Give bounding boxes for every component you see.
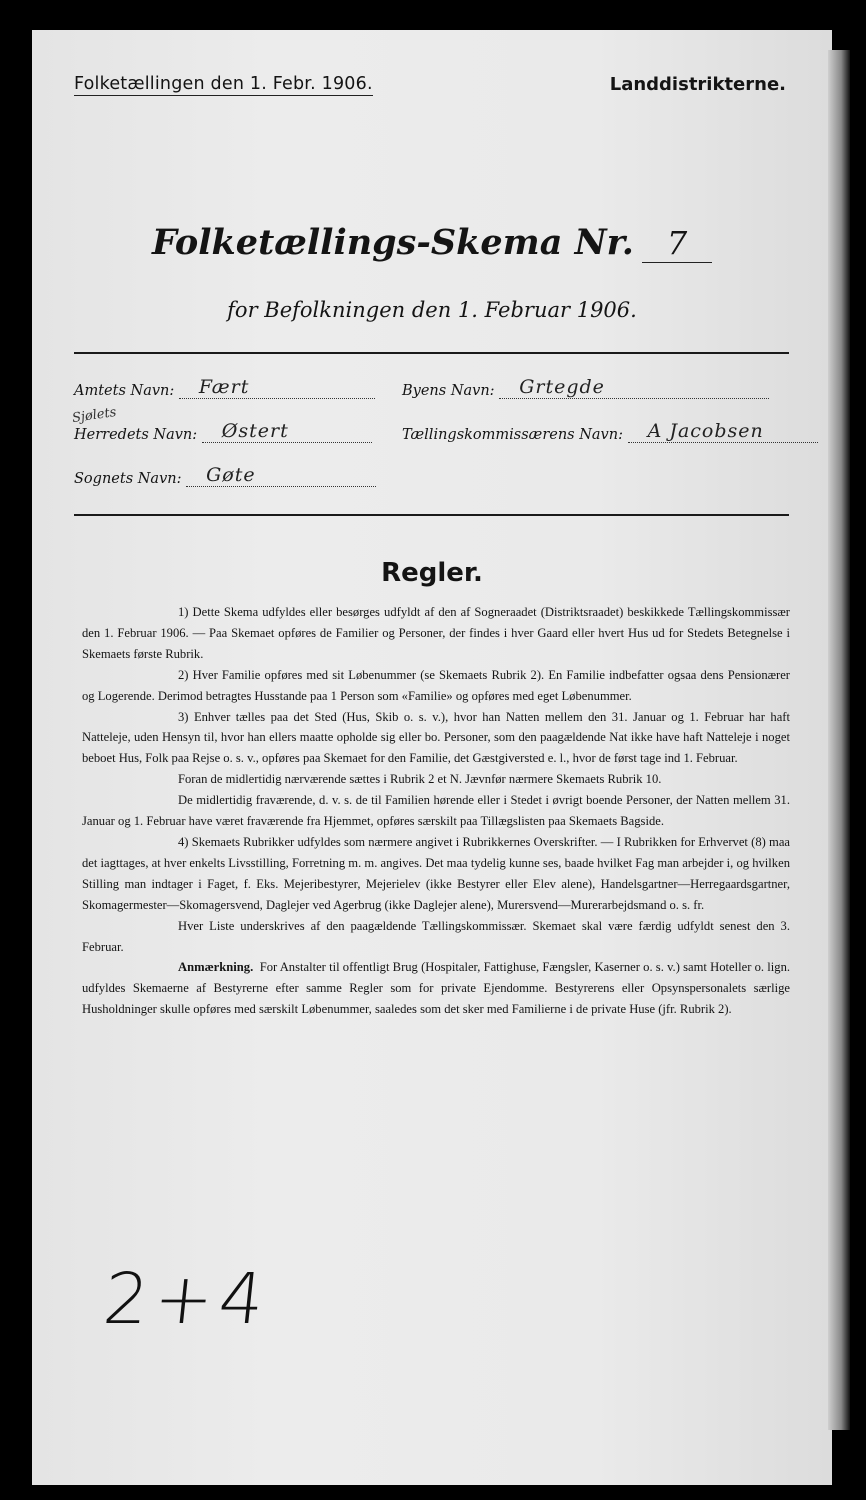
rule-3-temporary-present: Foran de midlertidig nærværende sættes i Rubrik 2 et N. Jævnfør nærmere Skemaets Rubrik 10. <box>178 772 662 787</box>
kommissaer-value-line <box>628 420 818 443</box>
amt-value-line <box>179 376 375 399</box>
divider-bottom <box>74 514 789 516</box>
sogn-value: Gøte <box>206 464 256 486</box>
rule-4: 4) Skemaets Rubrikker udfyldes som nærmere angivet i Rubrikkernes Overskrifter. — I Rubrikken for Erhvervet (8) maa det iagttages, at hver enkelts Livsstilling, Forretning m. m. angives. Det maa tydelig kunne ses, baade hvilket Fag man arbejder i, og hvilken Stilling man indtager i Faget, f. Eks. Mejeribestyrer, Mejerielev (ikke Bestyrer eller Elev alene), Handelsgartner—Herregaardsgartner, Skomagermester—Skomagersvend, Daglejer ved Agerbrug (ikke Daglejer alene), Murersvend—Murerarbejdsmand o. s. fr. <box>82 834 790 912</box>
rule-3-temporary-absent: De midlertidig fraværende, d. v. s. de til Familien hørende eller i Stedet i øvrigt boende Personer, der Natten mellem 31. Januar og 1. Februar have været fraværende fra Hjemmet, opføres særskilt paa Tillægslisten paa Skemaets Bagside. <box>82 793 790 829</box>
header-district-type: Landdistrikterne. <box>609 74 786 95</box>
field-byen <box>402 376 769 399</box>
rules-note <box>82 957 790 1020</box>
field-kommissaer <box>402 420 818 443</box>
note-label: Anmærkning. <box>178 960 254 975</box>
form-number-handwritten: 7 <box>642 224 712 263</box>
rule-1: 1) Dette Skema udfyldes eller besørges udfyldt af den af Sogneraadet (Distriktsraadet) beskikkede Tællingskommissær den 1. Februar 1906. — Paa Skemaet opføres de Familier og Personer, der findes i hver Gaard eller hvert Hus ud for Stedets Betegnelse i Skemaets første Rubrik. <box>82 605 790 661</box>
kommissaer-value: A Jacobsen <box>647 420 764 442</box>
herred-note-handwritten: Sjølets <box>71 404 118 427</box>
form-title <box>32 222 832 263</box>
rule-4-signature: Hver Liste underskrives af den paagældende Tællingskommissær. Skemaet skal være færdig udfyldt senest den 3. Februar. <box>82 918 790 954</box>
herred-value: Østert <box>221 420 289 442</box>
field-sogn <box>74 464 376 487</box>
sogn-label: Sognets Navn: <box>74 471 182 487</box>
handwritten-annotation: 2+4 <box>99 1258 275 1340</box>
rule-3: 3) Enhver tælles paa det Sted (Hus, Skib o. s. v.), hvor han Natten mellem den 31. Januar og 1. Februar har haft Natteleje, uden Hensyn til, hvor han ellers maatte opholde sig eller bo. Personer, som den paagældende Nat ikke have haft Natteleje i noget beboet Hus, Folk paa Rejse o. s. v., opføres paa Skemaet for den Familie, det Gæstgiversted e. l., hvor de først tage ind 1. Februar. <box>82 709 790 766</box>
header-census-date: Folketællingen den 1. Febr. 1906. <box>74 74 373 94</box>
byen-value: Grtegde <box>519 376 605 398</box>
form-subtitle: for Befolkningen den 1. Februar 1906. <box>227 298 637 322</box>
amt-label: Amtets Navn: <box>74 383 175 399</box>
rules-body <box>82 602 790 1020</box>
herred-value-line <box>202 420 372 443</box>
rule-2: 2) Hver Familie opføres med sit Løbenummer (se Skemaets Rubrik 2). En Familie indbefatter ogsaa dens Pensionærer og Logerende. Derimod betragtes Husstande paa 1 Person som «Familie» og opføres med eget Løbenummer. <box>82 667 790 703</box>
byen-label: Byens Navn: <box>402 383 495 399</box>
note-text: For Anstalter til offentligt Brug (Hospitaler, Fattighuse, Fængsler, Kaserner o. s. v.) samt Hoteller o. lign. udfyldes Skemaerne af Bestyrerne efter samme Regler som for private Ejendomme. Bestyrerens eller Opsynspersonalets særlige Husholdninger skulle opføres med særskilt Løbenummer, saaledes som det sker med Familierne i de private Huse (jfr. Rubrik 2). <box>82 960 791 1017</box>
kommissaer-label: Tællingskommissærens Navn: <box>402 427 623 443</box>
form-title-text: Folketællings-Skema Nr. <box>151 222 634 263</box>
amt-value: Fært <box>198 376 250 398</box>
census-form-sheet <box>32 30 832 1485</box>
divider-top <box>74 352 789 354</box>
field-amt <box>74 376 375 399</box>
field-herred <box>74 420 372 443</box>
sogn-value-line <box>186 464 376 487</box>
byen-value-line <box>499 376 769 399</box>
rules-heading: Regler. <box>381 558 483 588</box>
herred-label: Herredets Navn: <box>74 427 198 443</box>
